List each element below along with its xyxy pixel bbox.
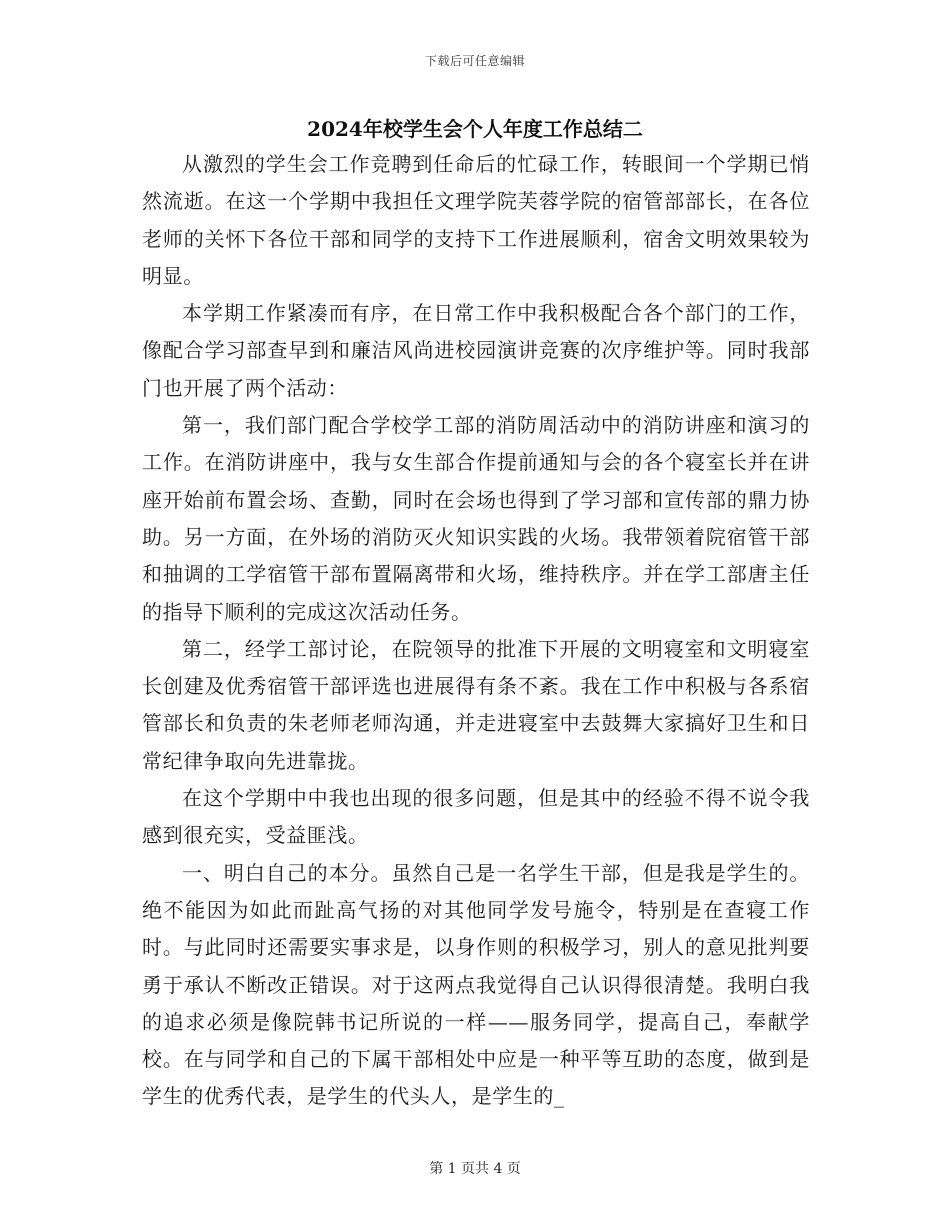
page-number-footer: 第 1 页共 4 页	[429, 1161, 521, 1177]
paragraph-problems: 在这个学期中中我也出现的很多问题，但是其中的经验不得不说令我感到很充实，受益匪浅。	[142, 786, 810, 848]
paragraph-lesson-one: 一、明白自己的本分。虽然自己是一名学生干部，但是我是学生的。绝不能因为如此而趾高气扬的对其他同学发号施令，特别是在查寝工作时。与此同时还需要实事求是，以身作则的积极学习，别人的意见批判要勇于承认不断改正错误。对于这两点我觉得自己认识得很清楚。我明白我的追求必须是像院韩书记所说的一样——服务同学，提高自己，奉献学校。在与同学和自己的下属干部相处中应是一种平等互助的态度，做到是学生的优秀代表，是学生的代头人，是学生的_	[142, 860, 810, 1109]
paragraph-intro: 从激烈的学生会工作竞聘到任命后的忙碌工作，转眼间一个学期已悄然流逝。在这一个学期中我担任文理学院芙蓉学院的宿管部部长，在各位老师的关怀下各位干部和同学的支持下工作进展顺利，宿舍文明效果较为明显。	[142, 152, 810, 288]
document-body	[142, 146, 810, 1116]
paragraph-activity-two: 第二，经学工部讨论，在院领导的批准下开展的文明寝室和文明寝室长创建及优秀宿管干部评选也进展得有条不紊。我在工作中积极与各系宿管部长和负责的朱老师老师沟通，并走进寝室中去鼓舞大家搞好卫生和日常纪律争取向先进靠拢。	[142, 636, 810, 773]
document-title: 2024年校学生会个人年度工作总结二	[307, 117, 643, 141]
paragraph-activity-one: 第一，我们部门配合学校学工部的消防周活动中的消防讲座和演习的工作。在消防讲座中，我与女生部合作提前通知与会的各个寝室长并在讲座开始前布置会场、查勤，同时在会场也得到了学习部和宣传部的鼎力协助。另一方面，在外场的消防灭火知识实践的火场。我带领着院宿管干部和抽调的工学宿管干部布置隔离带和火场，维持秩序。并在学工部唐主任的指导下顺利的完成这次活动任务。	[142, 413, 810, 624]
paragraph-work-overview: 本学期工作紧凑而有序，在日常工作中我积极配合各个部门的工作，像配合学习部查早到和廉洁风尚进校园演讲竞赛的次序维护等。同时我部门也开展了两个活动：	[142, 301, 810, 400]
page-header-note: 下载后可任意编辑	[424, 54, 525, 68]
